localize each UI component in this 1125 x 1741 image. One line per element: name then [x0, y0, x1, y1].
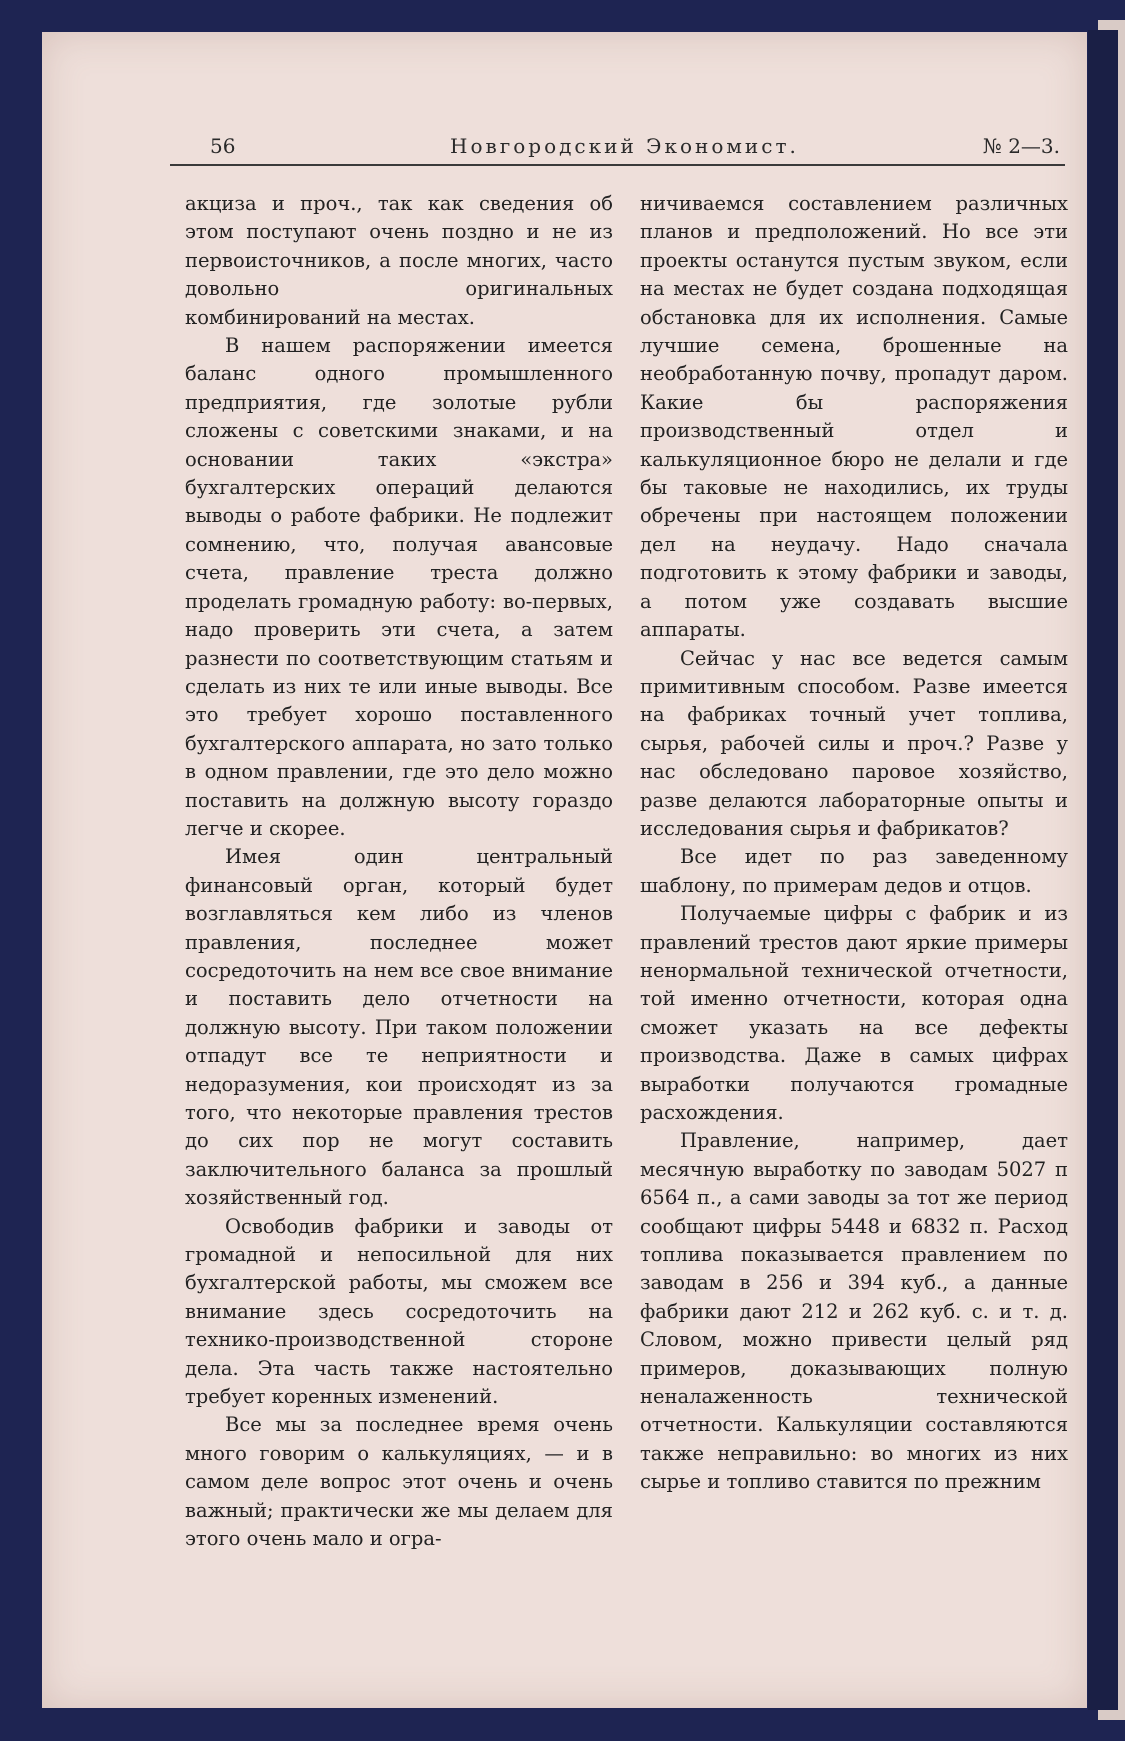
- journal-title: Новгородский Экономист.: [450, 134, 799, 158]
- paragraph: Все идет по раз заведенному шаблону, по примерам дедов и отцов.: [640, 845, 1068, 897]
- paragraph: Освободив фабрики и заводы от громадной и непосильной для них бухгалтерской работы, мы сможем все внимание здесь сосредоточить на технико-производственной стороне дела. Эта часть также настоятельно требует коренных изменений.: [185, 1214, 613, 1409]
- paragraph: ничиваемся составлением различных планов и предположений. Но все эти проекты останутся пустым звуком, если на местах не будет создана подходящая обстановка для их исполнения. Самые лучшие семена, брошенные на необработанную почву, пропадут даром. Какие бы распоряжения производственный отдел и калькуляционное бюро не делали и где бы таковые не находились, их труды обречены при настоящем положении дел на неудачу. Надо сначала подготовить к этому фабрики и заводы, а потом уже создавать высшие аппараты.: [640, 192, 1068, 642]
- paragraph: Имея один центральный финансовый орган, который будет возглавляться кем либо из членов правления, последнее может сосредоточить на нем все свое внимание и поставить дело отчетности на должную высоту. При таком положении отпадут все те неприятности и недоразумения, кои происходят из за того, что некоторые правления трестов до сих пор не могут составить заключительного баланса за прошлый хозяйственный год.: [185, 845, 613, 1210]
- right-column: [640, 190, 1068, 1497]
- paragraph: акциза и проч., так как сведения об этом поступают очень поздно и не из первоисточников, а после многих, часто довольно оригинальных комбинирований на местах.: [185, 192, 613, 329]
- header-rule: [170, 164, 1065, 166]
- paragraph: Получаемые цифры с фабрик и из правлений трестов дают яркие примеры ненормальной технической отчетности, той именно отчетности, которая одна сможет указать на все дефекты производства. Даже в самых цифрах выработки получаются громадные расхождения.: [640, 902, 1068, 1124]
- page-binding-shadow: [1088, 30, 1118, 1710]
- left-column: [185, 190, 613, 1554]
- paragraph: Все мы за последнее время очень много говорим о калькуляциях, — и в самом деле вопрос этот очень и очень важный; практически же мы делаем для этого очень мало и огра-: [185, 1413, 613, 1551]
- page-number: 56: [210, 134, 236, 158]
- paragraph: Правление, например, дает месячную выработку по заводам 5027 п 6564 п., а сами заводы за тот же период сообщают цифры 5448 и 6832 п. Расход топлива показывается правлением по заводам в 256 и 394 куб., а данные фабрики дают 212 и 262 куб. с. и т. д. Словом, можно привести целый ряд примеров, доказывающих полную неналаженность технической отчетности. Калькуляции составляются также неправильно: во многих из них сырье и топливо ставится по прежним: [640, 1129, 1068, 1494]
- issue-number: № 2—3.: [982, 134, 1060, 158]
- page-header: [170, 132, 1065, 160]
- paragraph: В нашем распоряжении имеется баланс одного промышленного предприятия, где золотые рубли сложены с советскими знаками, и на основании таких «экстра» бухгалтерских операций делаются выводы о работе фабрики. Не подлежит сомнению, что, получая авансовые счета, правление треста должно проделать громадную работу: во-первых, надо проверить эти счета, а затем разнести по соответствующим статьям и сделать из них те или иные выводы. Все это требует хорошо поставленного бухгалтерского аппарата, но зато только в одном правлении, где это дело можно поставить на должную высоту гораздо легче и скорее.: [185, 334, 613, 840]
- paragraph: Сейчас у нас все ведется самым примитивным способом. Разве имеется на фабриках точный учет топлива, сырья, рабочей силы и проч.? Разве у нас обследовано паровое хозяйство, разве делаются лабораторные опыты и исследования сырья и фабрикатов?: [640, 646, 1068, 840]
